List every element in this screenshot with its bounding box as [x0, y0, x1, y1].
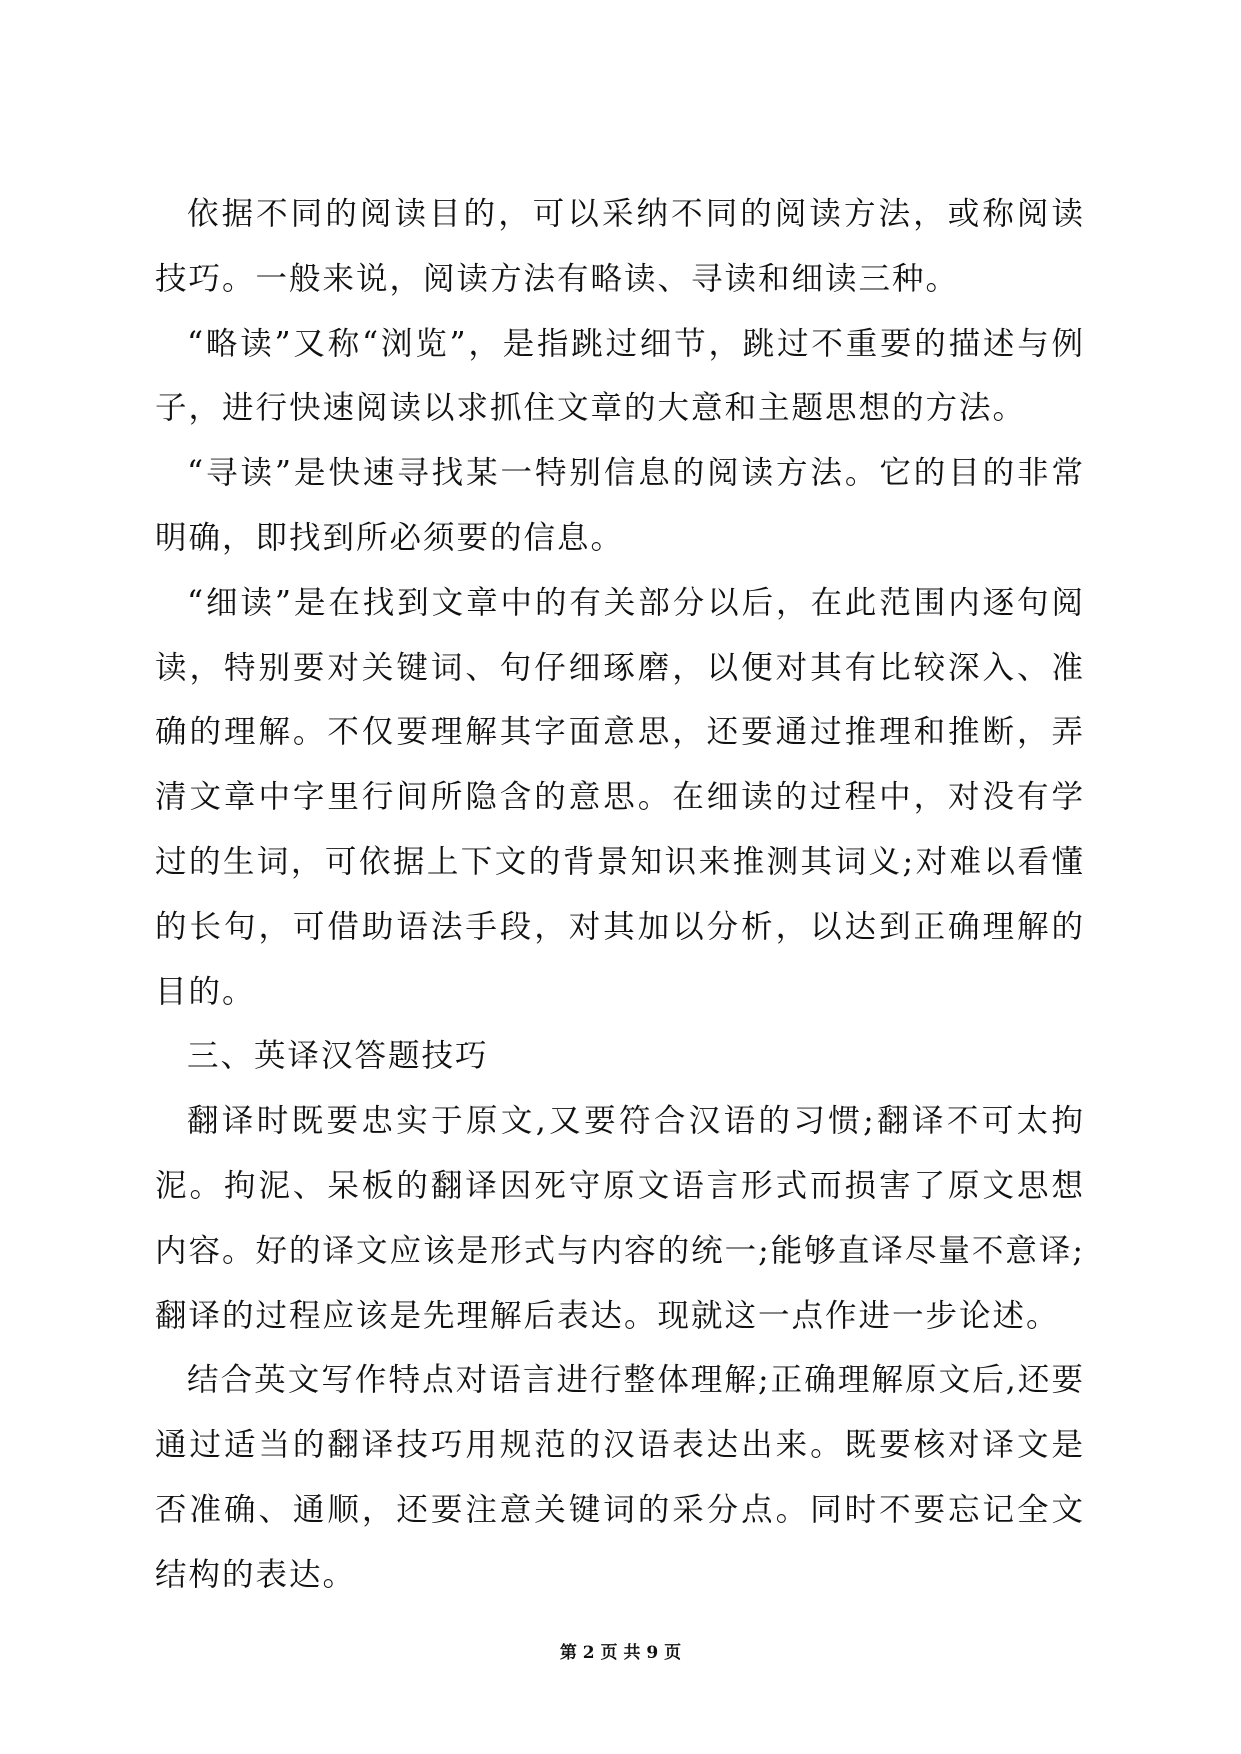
- document-body: [155, 182, 1085, 1608]
- page-footer: 第 2 页 共 9 页: [559, 1643, 682, 1663]
- paragraph-scanning: “寻读”是快速寻找某一特别信息的阅读方法。它的目的非常明确，即找到所必须要的信息。: [155, 455, 1085, 556]
- paragraph-translation-principles: 翻译时既要忠实于原文,又要符合汉语的习惯;翻译不可太拘泥。拘泥、呆板的翻译因死守原文语言形式而损害了原文思想内容。好的译文应该是形式与内容的统一;能够直译尽量不意译;翻译的过程应该是先理解后表达。现就这一点作进一步论述。: [155, 1103, 1085, 1334]
- paragraph-skimming: “略读”又称“浏览”，是指跳过细节，跳过不重要的描述与例子，进行快速阅读以求抓住文章的大意和主题思想的方法。: [155, 325, 1085, 427]
- paragraph-reading-methods: 依据不同的阅读目的，可以采纳不同的阅读方法，或称阅读技巧。一般来说，阅读方法有略读、寻读和细读三种。: [155, 196, 1085, 297]
- section-heading: 三、英译汉答题技巧: [187, 1038, 489, 1075]
- paragraph-translation-expression: 结合英文写作特点对语言进行整体理解;正确理解原文后,还要通过适当的翻译技巧用规范的汉语表达出来。既要核对译文是否准确、通顺，还要注意关键词的采分点。同时不要忘记全文结构的表达。: [155, 1362, 1085, 1593]
- paragraph-close-reading: “细读”是在找到文章中的有关部分以后，在此范围内逐句阅读，特别要对关键词、句仔细琢磨，以便对其有比较深入、准确的理解。不仅要理解其字面意思，还要通过推理和推断，弄清文章中字里行间所隐含的意思。在细读的过程中，对没有学过的生词，可依据上下文的背景知识来推测其词义;对难以看懂的长句，可借助语法手段，对其加以分析，以达到正确理解的目的。: [155, 584, 1085, 1010]
